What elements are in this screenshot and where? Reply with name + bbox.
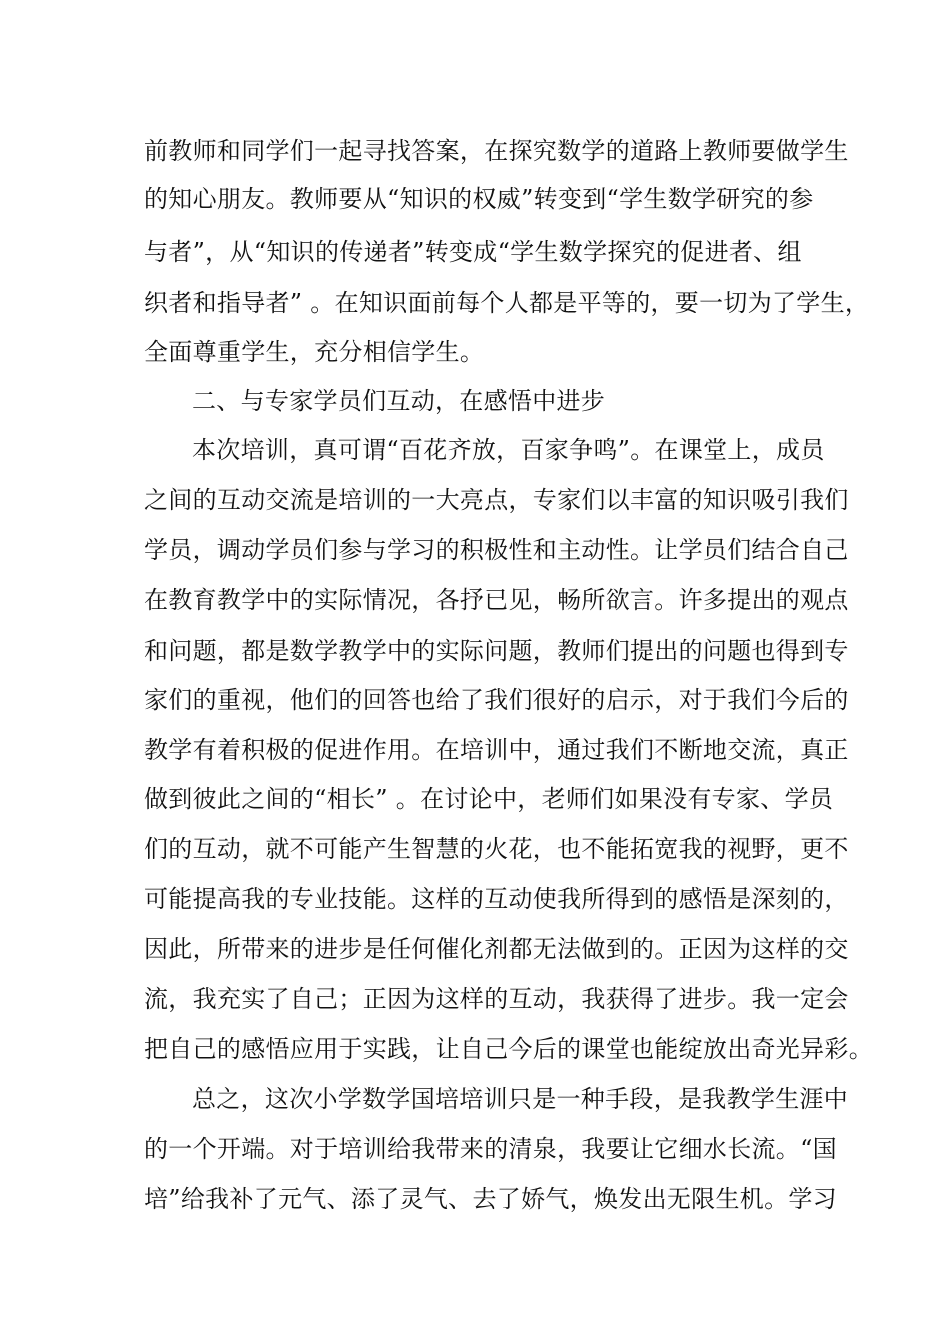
text-line: 教学有着积极的促进作用。在培训中，通过我们不断地交流，真正 <box>144 736 849 764</box>
section-heading: 二、与专家学员们互动，在感悟中进步 <box>192 387 606 415</box>
text-line: 可能提高我的专业技能。这样的互动使我所得到的感悟是深刻的， <box>144 885 849 913</box>
text-line: 把自己的感悟应用于实践，让自己今后的课堂也能绽放出奇光异彩。 <box>144 1035 873 1063</box>
text-line: 全面尊重学生，充分相信学生。 <box>144 338 485 366</box>
text-line: 流，我充实了自己；正因为这样的互动，我获得了进步。我一定会 <box>144 985 849 1013</box>
text-line: 和问题，都是数学教学中的实际问题，教师们提出的问题也得到专 <box>144 637 849 665</box>
text-line: 的一个开端。对于培训给我带来的清泉，我要让它细水长流。“国 <box>144 1135 837 1163</box>
text-line: 因此，所带来的进步是任何催化剂都无法做到的。正因为这样的交 <box>144 935 849 963</box>
text-line: 织者和指导者” 。在知识面前每个人都是平等的，要一切为了学生， <box>144 289 870 317</box>
text-line: 前教师和同学们一起寻找答案，在探究数学的道路上教师要做学生 <box>144 137 849 165</box>
text-line: 学员，调动学员们参与学习的积极性和主动性。让学员们结合自己 <box>144 536 849 564</box>
text-line: 做到彼此之间的“相长” 。在讨论中，老师们如果没有专家、学员 <box>144 785 834 813</box>
text-line: 的知心朋友。教师要从“知识的权威”转变到“学生数学研究的参 <box>144 185 814 213</box>
text-line: 本次培训，真可谓“百花齐放，百家争鸣”。在课堂上，成员 <box>192 436 825 464</box>
text-line: 与者”，从“知识的传递者”转变成“学生数学探究的促进者、组 <box>144 238 802 266</box>
text-line: 在教育教学中的实际情况，各抒已见，畅所欲言。许多提出的观点 <box>144 586 849 614</box>
text-line: 们的互动，就不可能产生智慧的火花，也不能拓宽我的视野，更不 <box>144 835 849 863</box>
text-line: 总之，这次小学数学国培培训只是一种手段，是我教学生涯中 <box>192 1085 849 1113</box>
text-line: 家们的重视，他们的回答也给了我们很好的启示，对于我们今后的 <box>144 686 849 714</box>
text-line: 之间的互动交流是培训的一大亮点，专家们以丰富的知识吸引我们 <box>144 486 849 514</box>
text-line: 培”给我补了元气、添了灵气、去了娇气，焕发出无限生机。学习 <box>144 1185 837 1213</box>
